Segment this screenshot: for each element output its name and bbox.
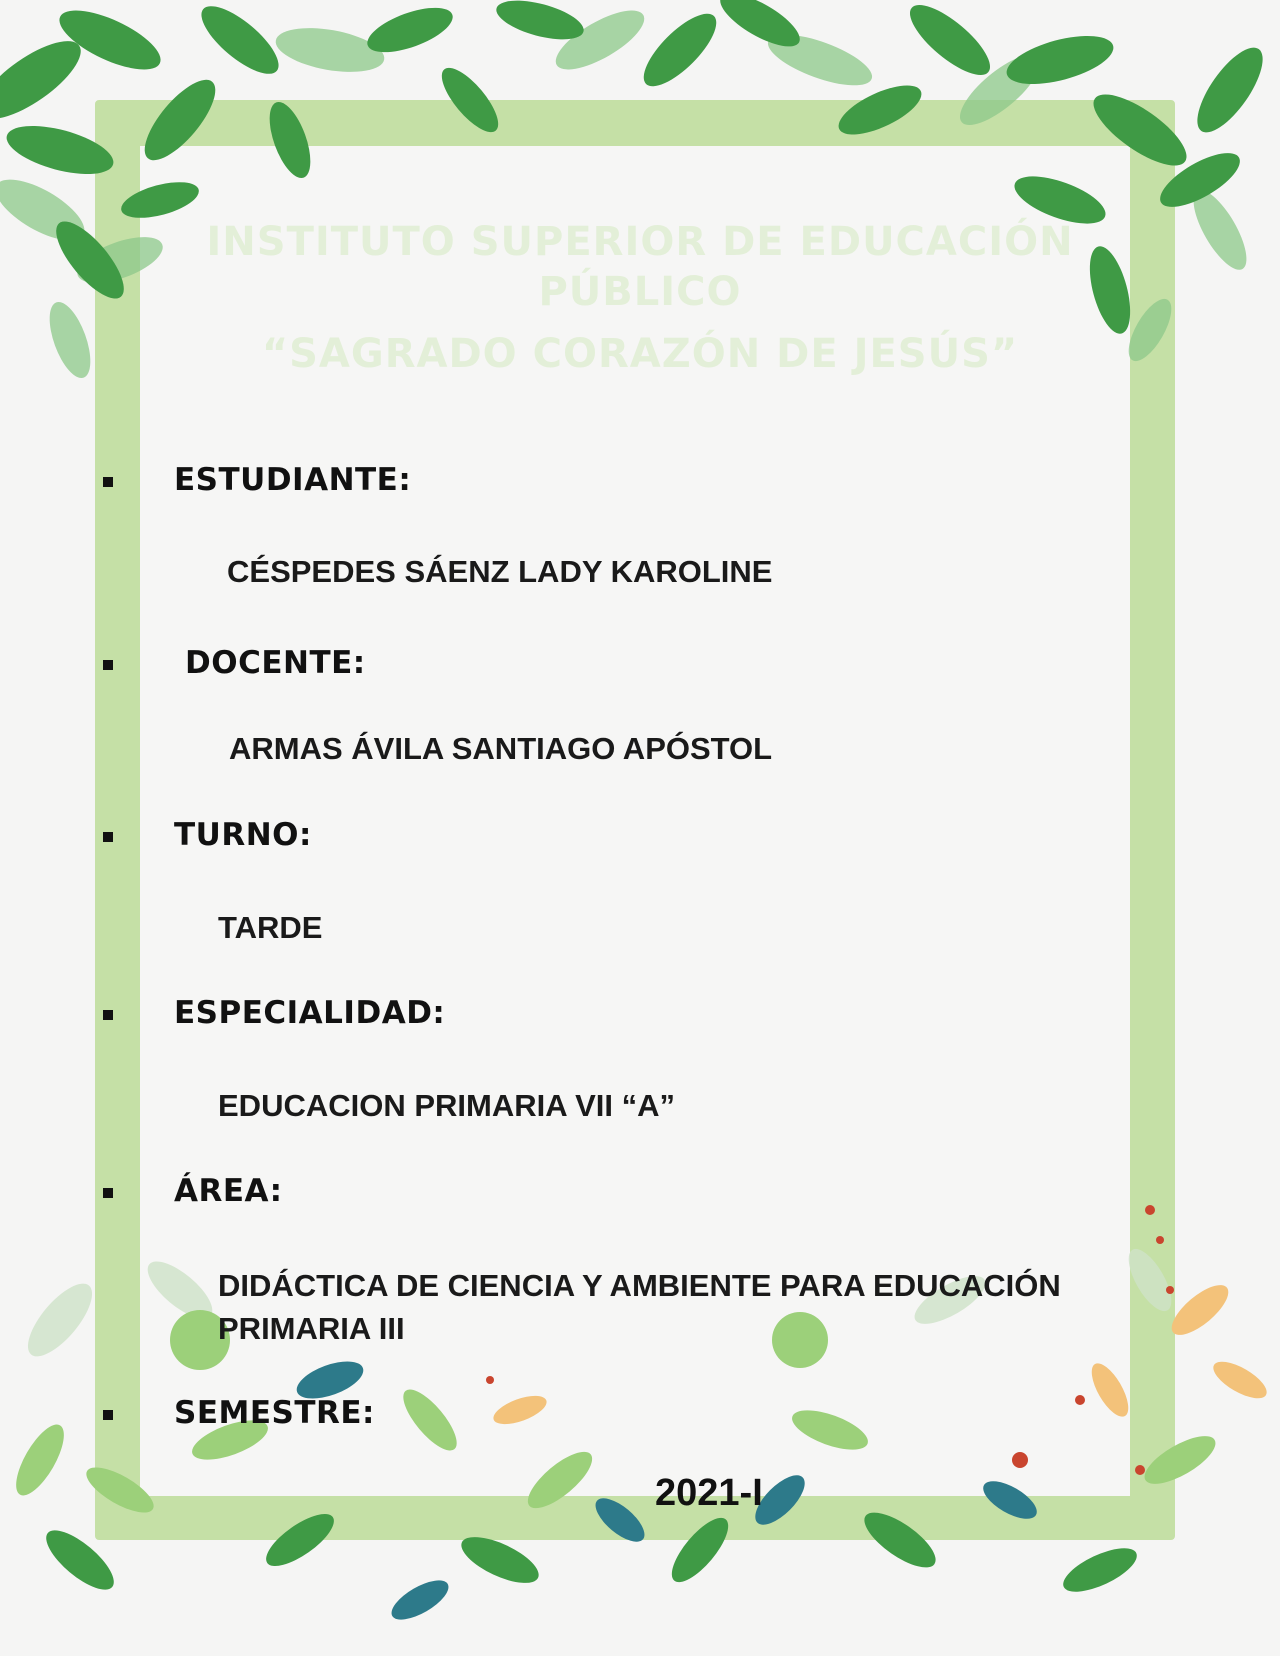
- bullet-square-icon: [103, 832, 113, 842]
- student-name: CÉSPEDES SÁENZ LADY KAROLINE: [227, 554, 773, 589]
- area-label: ÁREA:: [174, 1173, 283, 1209]
- teacher-name: ARMAS ÁVILA SANTIAGO APÓSTOL: [229, 731, 773, 766]
- bullet-square-icon: [103, 1188, 113, 1198]
- semester-value: 2021-I: [655, 1472, 763, 1514]
- student-label: ESTUDIANTE:: [174, 462, 412, 498]
- institution-title-line2: PÚBLICO: [538, 269, 742, 315]
- specialty-value: EDUCACION PRIMARIA VII “A”: [218, 1088, 675, 1123]
- specialty-label: ESPECIALIDAD:: [174, 995, 446, 1031]
- shift-label: TURNO:: [174, 817, 312, 853]
- institution-title-line1: INSTITUTO SUPERIOR DE EDUCACIÓN: [206, 219, 1074, 265]
- institution-name: “SAGRADO CORAZÓN DE JESÚS”: [261, 331, 1019, 377]
- bullet-square-icon: [103, 477, 113, 487]
- bullet-square-icon: [103, 660, 113, 670]
- bullet-square-icon: [103, 1010, 113, 1020]
- semester-label: SEMESTRE:: [174, 1395, 375, 1431]
- area-value-line1: DIDÁCTICA DE CIENCIA Y AMBIENTE PARA EDUCACIÓN: [218, 1268, 1061, 1303]
- shift-value: TARDE: [218, 910, 323, 945]
- area-value-line2: PRIMARIA III: [218, 1311, 405, 1346]
- bullet-square-icon: [103, 1410, 113, 1420]
- teacher-label: DOCENTE:: [185, 645, 366, 681]
